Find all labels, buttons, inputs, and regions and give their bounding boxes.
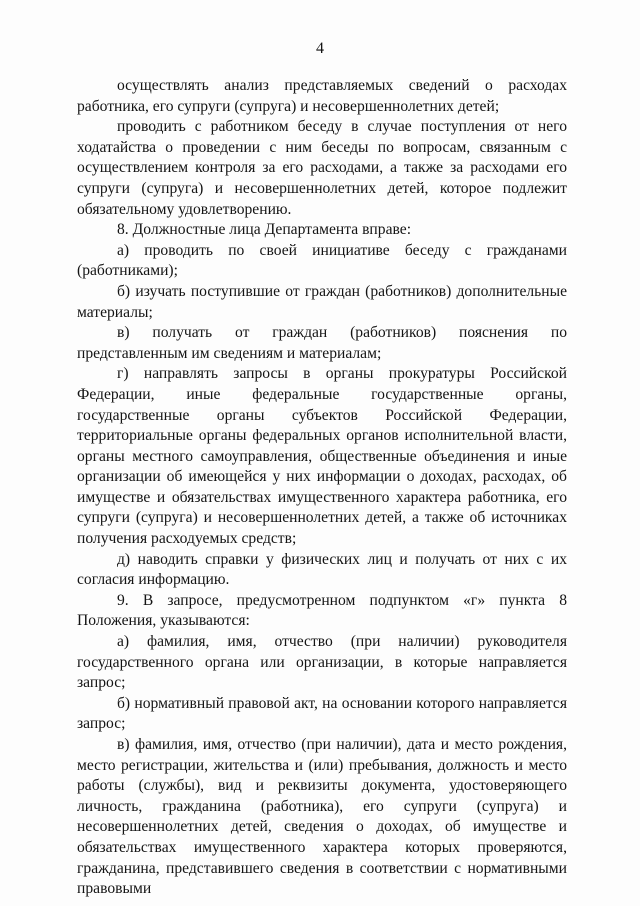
paragraph-8b: б) изучать поступившие от граждан (работников) дополнительные материалы; (77, 282, 567, 321)
paragraph-conversation: проводить с работником беседу в случае поступления от него ходатайства о проведении с ним беседы по вопросам, связанным с осуществлением контроля за его расходами, а также за расходами его супруги (супруга) и несовершеннолетних детей, которое подлежит обязательному удовлетворению. (77, 118, 567, 218)
paragraph-analysis: осуществлять анализ представляемых сведений о расходах работника, его супруги (супруга) и несовершеннолетних детей; (77, 77, 567, 115)
paragraph-8a: а) проводить по своей инициативе беседу с гражданами (работниками); (77, 241, 567, 280)
paragraph-9a: а) фамилия, имя, отчество (при наличии) руководителя государственного органа или организации, в которые направляется запрос; (77, 633, 567, 692)
paragraph-8g: г) направлять запросы в органы прокуратуры Российской Федерации, иные федеральные государственные органы, государственные органы субъектов Российской Федерации, территориальные органы федеральных органов исполнительной власти, органы местного самоуправления, общественные объединения и иные организации об имеющейся у них информации о доходах, расходах, об имуществе и обязательствах имущественного характера работника, его супруги (супруга) и несовершеннолетних детей, а также об источниках получения расходуемых средств; (77, 365, 567, 548)
paragraph-9v: в) фамилия, имя, отчество (при наличии), дата и место рождения, место регистрации, жительства и (или) пребывания, должность и место работы (службы), вид и реквизиты документа, удостоверяющего личность, гражданина (работника), его супруги (супруга) и несовершеннолетних детей, сведения о доходах, об имуществе и обязательствах имущественного характера которых проверяются, гражданина, представившего сведения в соответствии с нормативными правовыми (77, 736, 567, 898)
paragraph-8d: д) наводить справки у физических лиц и получать от них с их согласия информацию. (77, 550, 567, 589)
paragraph-9b: б) нормативный правовой акт, на основании которого направляется запрос; (77, 694, 567, 733)
document-body (77, 76, 567, 900)
paragraph-section-8-heading: 8. Должностные лица Департамента вправе: (117, 221, 412, 239)
page-number: 4 (316, 40, 324, 57)
paragraph-8v: в) получать от граждан (работников) пояснения по представленным им сведениям и материалам; (77, 324, 567, 362)
paragraph-section-9-heading: 9. В запросе, предусмотренном подпунктом «г» пункта 8 Положения, указываются: (77, 591, 567, 630)
